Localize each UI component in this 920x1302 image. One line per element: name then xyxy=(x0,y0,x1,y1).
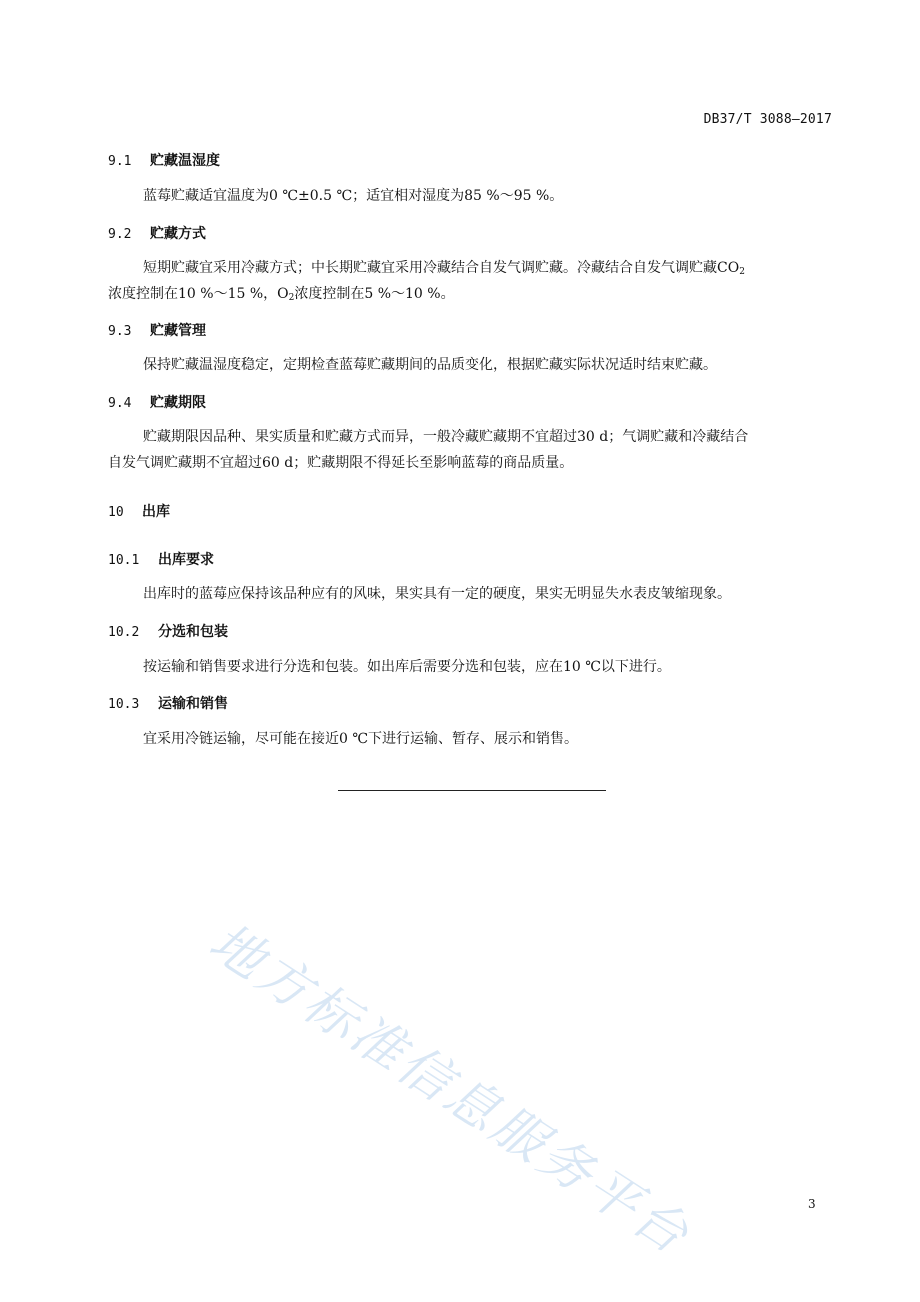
paragraph-10-3: 宜采用冷链运输，尽可能在接近0 ℃下进行运输、暂存、展示和销售。 xyxy=(143,731,579,747)
section-heading-10-1 xyxy=(108,549,214,569)
section-title: 出库要求 xyxy=(158,552,214,568)
section-number: 9.3 xyxy=(108,324,132,339)
section-title: 分选和包装 xyxy=(158,624,228,640)
paragraph-9-1: 蓝莓贮藏适宜温度为0 ℃±0.5 ℃；适宜相对湿度为85 %～95 %。 xyxy=(143,188,564,204)
page-number: 3 xyxy=(808,1197,816,1211)
section-number: 9.1 xyxy=(108,154,132,169)
section-title: 贮藏温湿度 xyxy=(150,153,220,169)
paragraph-9-2-line2: 浓度控制在10 %～15 %，$O_2$浓度控制在5 %～10 %。 xyxy=(108,286,455,303)
section-number: 10 xyxy=(108,505,124,520)
paragraph-9-4-line1: 贮藏期限因品种、果实质量和贮藏方式而异，一般冷藏贮藏期不宜超过30 d；气调贮藏和冷藏结合 xyxy=(143,429,749,445)
section-title: 贮藏管理 xyxy=(150,323,206,339)
section-number: 10.2 xyxy=(108,625,140,640)
section-number: 9.2 xyxy=(108,227,132,242)
paragraph-9-4-line2: 自发气调贮藏期不宜超过60 d；贮藏期限不得延长至影响蓝莓的商品质量。 xyxy=(108,455,574,471)
section-number: 9.4 xyxy=(108,396,132,411)
section-title: 贮藏方式 xyxy=(150,226,206,242)
paragraph-9-3: 保持贮藏温湿度稳定，定期检查蓝莓贮藏期间的品质变化，根据贮藏实际状况适时结束贮藏。 xyxy=(143,357,717,373)
section-title: 贮藏期限 xyxy=(150,395,206,411)
end-rule xyxy=(338,790,606,791)
section-heading-10-2 xyxy=(108,621,228,641)
watermark: 地方标准信息服务平台 xyxy=(198,911,702,1268)
section-number: 10.1 xyxy=(108,553,140,568)
section-heading-10 xyxy=(108,501,170,521)
paragraph-10-2: 按运输和销售要求进行分选和包装。如出库后需要分选和包装，应在10 ℃以下进行。 xyxy=(143,659,671,675)
paragraph-9-2-line1: 短期贮藏宜采用冷藏方式；中长期贮藏宜采用冷藏结合自发气调贮藏。冷藏结合自发气调贮藏$CO_2$ xyxy=(143,260,745,277)
section-heading-9-1 xyxy=(108,150,220,170)
section-title: 运输和销售 xyxy=(158,696,228,712)
section-heading-10-3 xyxy=(108,693,228,713)
paragraph-10-1: 出库时的蓝莓应保持该品种应有的风味，果实具有一定的硬度，果实无明显失水表皮皱缩现象。 xyxy=(143,586,731,602)
section-heading-9-3 xyxy=(108,320,206,340)
document-id: DB37/T 3088—2017 xyxy=(703,112,832,127)
section-number: 10.3 xyxy=(108,697,140,712)
section-heading-9-2 xyxy=(108,223,206,243)
section-title: 出库 xyxy=(142,504,170,520)
section-heading-9-4 xyxy=(108,392,206,412)
